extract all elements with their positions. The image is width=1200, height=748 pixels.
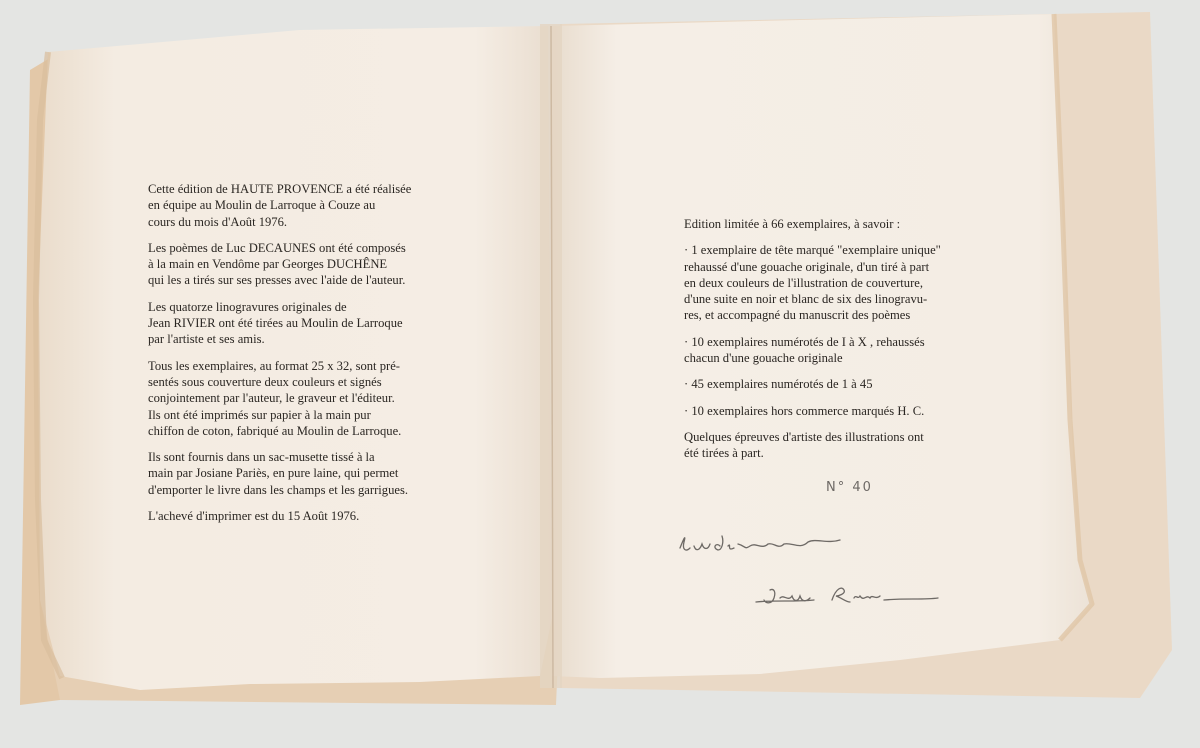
text-line: cours du mois d'Août 1976. (148, 214, 288, 229)
text-line: par l'artiste et ses amis. (148, 332, 265, 347)
text-line: Quelques épreuves d'artiste des illustrations ont (684, 429, 924, 444)
justification-item-numbered (684, 376, 976, 392)
colophon-paragraph-linocuts (148, 299, 434, 348)
text-line: en équipe au Moulin de Larroque à Couze au (148, 198, 376, 213)
text-line: qui les a tirés sur ses presses avec l'aide de l'auteur. (148, 273, 406, 288)
colophon-paragraph-bag (148, 449, 434, 498)
text-line: res, et accompagné du manuscrit des poèmes (684, 308, 911, 323)
text-line: Tous les exemplaires, au format 25 x 32, sont pré- (148, 358, 400, 373)
text-line: chacun d'une gouache originale (684, 351, 843, 366)
text-line: en deux couleurs de l'illustration de couverture, (684, 275, 924, 290)
text-line: Cette édition de HAUTE PROVENCE a été réalisée (148, 182, 412, 196)
edition-number: N° 40 (826, 480, 873, 495)
text-line: main par Josiane Pariès, en pure laine, qui permet (148, 466, 399, 481)
text-line: · 10 exemplaires numérotés de I à X , rehaussés (684, 334, 925, 349)
author-signature (676, 528, 846, 560)
text-line: chiffon de coton, fabriqué au Moulin de Larroque. (148, 423, 402, 438)
justification-item-hc (684, 403, 976, 419)
engraver-signature (754, 580, 944, 610)
justification-item-unique (684, 242, 976, 323)
colophon-paragraph-poems (148, 240, 434, 289)
justification-proofs (684, 429, 976, 462)
justification-item-roman (684, 334, 976, 367)
text-line: d'une suite en noir et blanc de six des linogravu- (684, 292, 928, 307)
text-line: rehaussé d'une gouache originale, d'un tiré à part (684, 259, 930, 274)
text-line: · 1 exemplaire de tête marqué "exemplaire unique" (684, 243, 941, 258)
right-page-justification (684, 216, 976, 472)
text-line: Jean RIVIER ont été tirées au Moulin de Larroque (148, 316, 403, 331)
text-line: Les quatorze linogravures originales de (148, 299, 347, 314)
left-page-colophon (148, 181, 434, 534)
text-line: Ils sont fournis dans un sac-musette tissé à la (148, 450, 375, 465)
text-line: à la main en Vendôme par Georges DUCHÊNE (148, 257, 388, 272)
text-line: Les poèmes de Luc DECAUNES ont été composés (148, 240, 406, 255)
justification-intro (684, 216, 976, 232)
colophon-paragraph-edition (148, 181, 434, 230)
text-line: sentés sous couverture deux couleurs et signés (148, 374, 382, 389)
text-line: · 10 exemplaires hors commerce marqués H. C. (684, 403, 925, 418)
colophon-paragraph-format (148, 358, 434, 439)
text-line: conjointement par l'auteur, le graveur et l'éditeur. (148, 391, 395, 406)
text-line: · 45 exemplaires numérotés de 1 à 45 (684, 377, 873, 392)
text-line: été tirées à part. (684, 446, 764, 461)
text-line: d'emporter le livre dans les champs et les garrigues. (148, 482, 409, 497)
text-line: Edition limitée à 66 exemplaires, à savoir : (684, 217, 901, 231)
text-line: Ils ont été imprimés sur papier à la main pur (148, 407, 371, 422)
text-line: L'achevé d'imprimer est du 15 Août 1976. (148, 509, 360, 524)
colophon-paragraph-printed (148, 508, 434, 524)
